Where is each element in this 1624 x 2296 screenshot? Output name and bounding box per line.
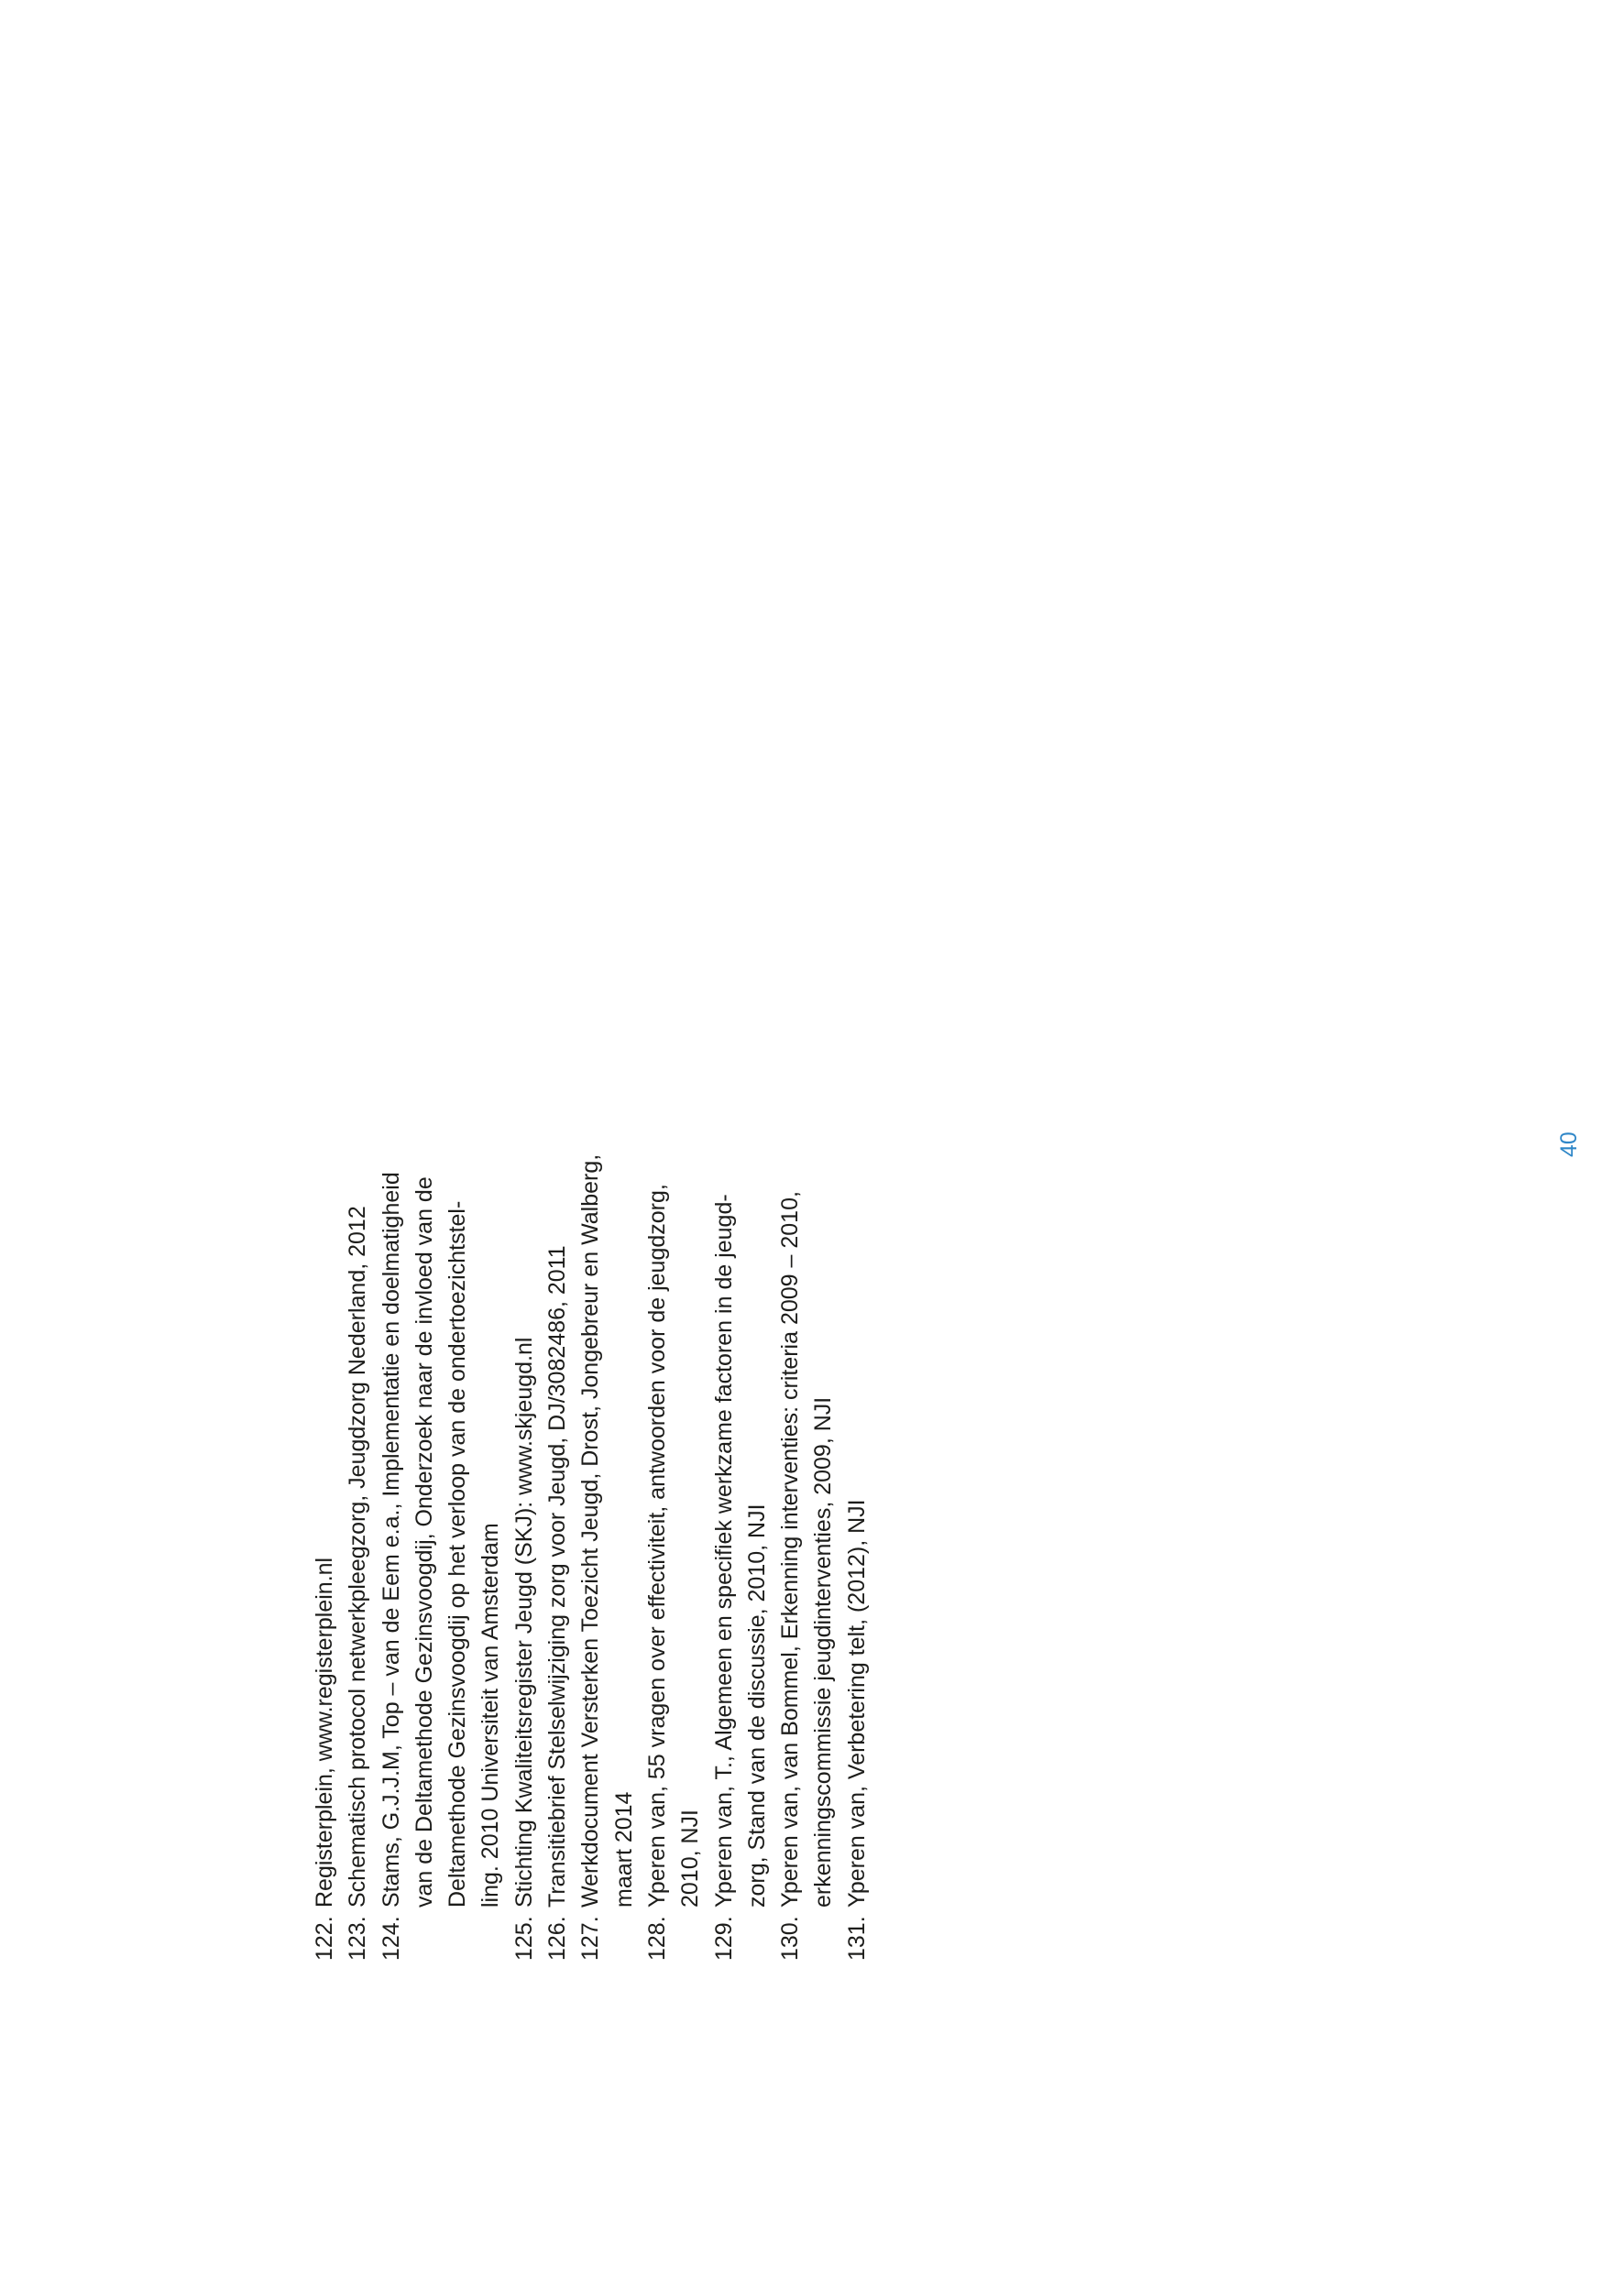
reference-text: Yperen van, T., Algemeen en specifiek werkzame factoren in de jeugd- zorg, Stand van de discussie, 2010, NJI [710,1194,770,1908]
reference-item [508,1154,541,1961]
reference-text: Stams, G.J.J.M, Top – van de Eem e.a., Implementatie en doelmatigheid van de Deltamethode Gezinsvoogdij, Onderzoek naar de invloed van de Deltamethode Gezinsvoogdij op het verloop van de ondertoezichtstel- ling. 2010 Universiteit van Amsterdam [378,1172,504,1908]
reference-list [308,1154,873,1961]
reference-text: Yperen van, van Bommel, Erkenning interventies: criteria 2009 – 2010, erkenningscommissie jeugdinterventies, 2009, NJI [777,1191,837,1908]
reference-number: 128. [643,1916,670,1961]
reference-text: Yperen van, 55 vragen over effectiviteit, antwoorden voor de jeugdzorg, 2010, NJI [643,1184,704,1908]
reference-number: 123. [345,1916,371,1961]
reference-item [840,1154,873,1961]
reference-item [375,1154,508,1961]
reference-number: 125. [510,1916,537,1961]
reference-number: 127. [577,1916,604,1961]
reference-number: 130. [777,1916,804,1961]
reference-item [708,1154,774,1961]
reference-text: Stichting Kwaliteitsregister Jeugd (SKJ): www.skjeugd.nl [510,1337,537,1908]
page-number: 40 [1556,1132,1582,1157]
reference-number: 124. [378,1916,404,1961]
reference-text: Yperen van, Verbetering telt, (2012), NJI [843,1499,870,1908]
reference-item [774,1154,840,1961]
reference-item [308,1154,341,1961]
reference-number: 131. [843,1916,870,1961]
reference-item [341,1154,374,1961]
reference-text: Transitiebrief Stelselwijziging zorg voor Jeugd, DJ/3082486, 2011 [544,1245,571,1908]
reference-item [574,1154,641,1961]
reference-text: Schematisch protocol netwerkpleegzorg, Jeugdzorg Nederland, 2012 [345,1206,371,1908]
reference-item [541,1154,574,1961]
reference-number: 126. [544,1916,571,1961]
reference-number: 129. [710,1916,737,1961]
reference-number: 122. [312,1916,337,1961]
reference-text: Werkdocument Versterken Toezicht Jeugd, Drost, Jongebreur en Walberg, maart 2014 [577,1153,637,1908]
reference-text: Registerplein, www.registerplein.nl [312,1557,337,1908]
reference-item [641,1154,708,1961]
